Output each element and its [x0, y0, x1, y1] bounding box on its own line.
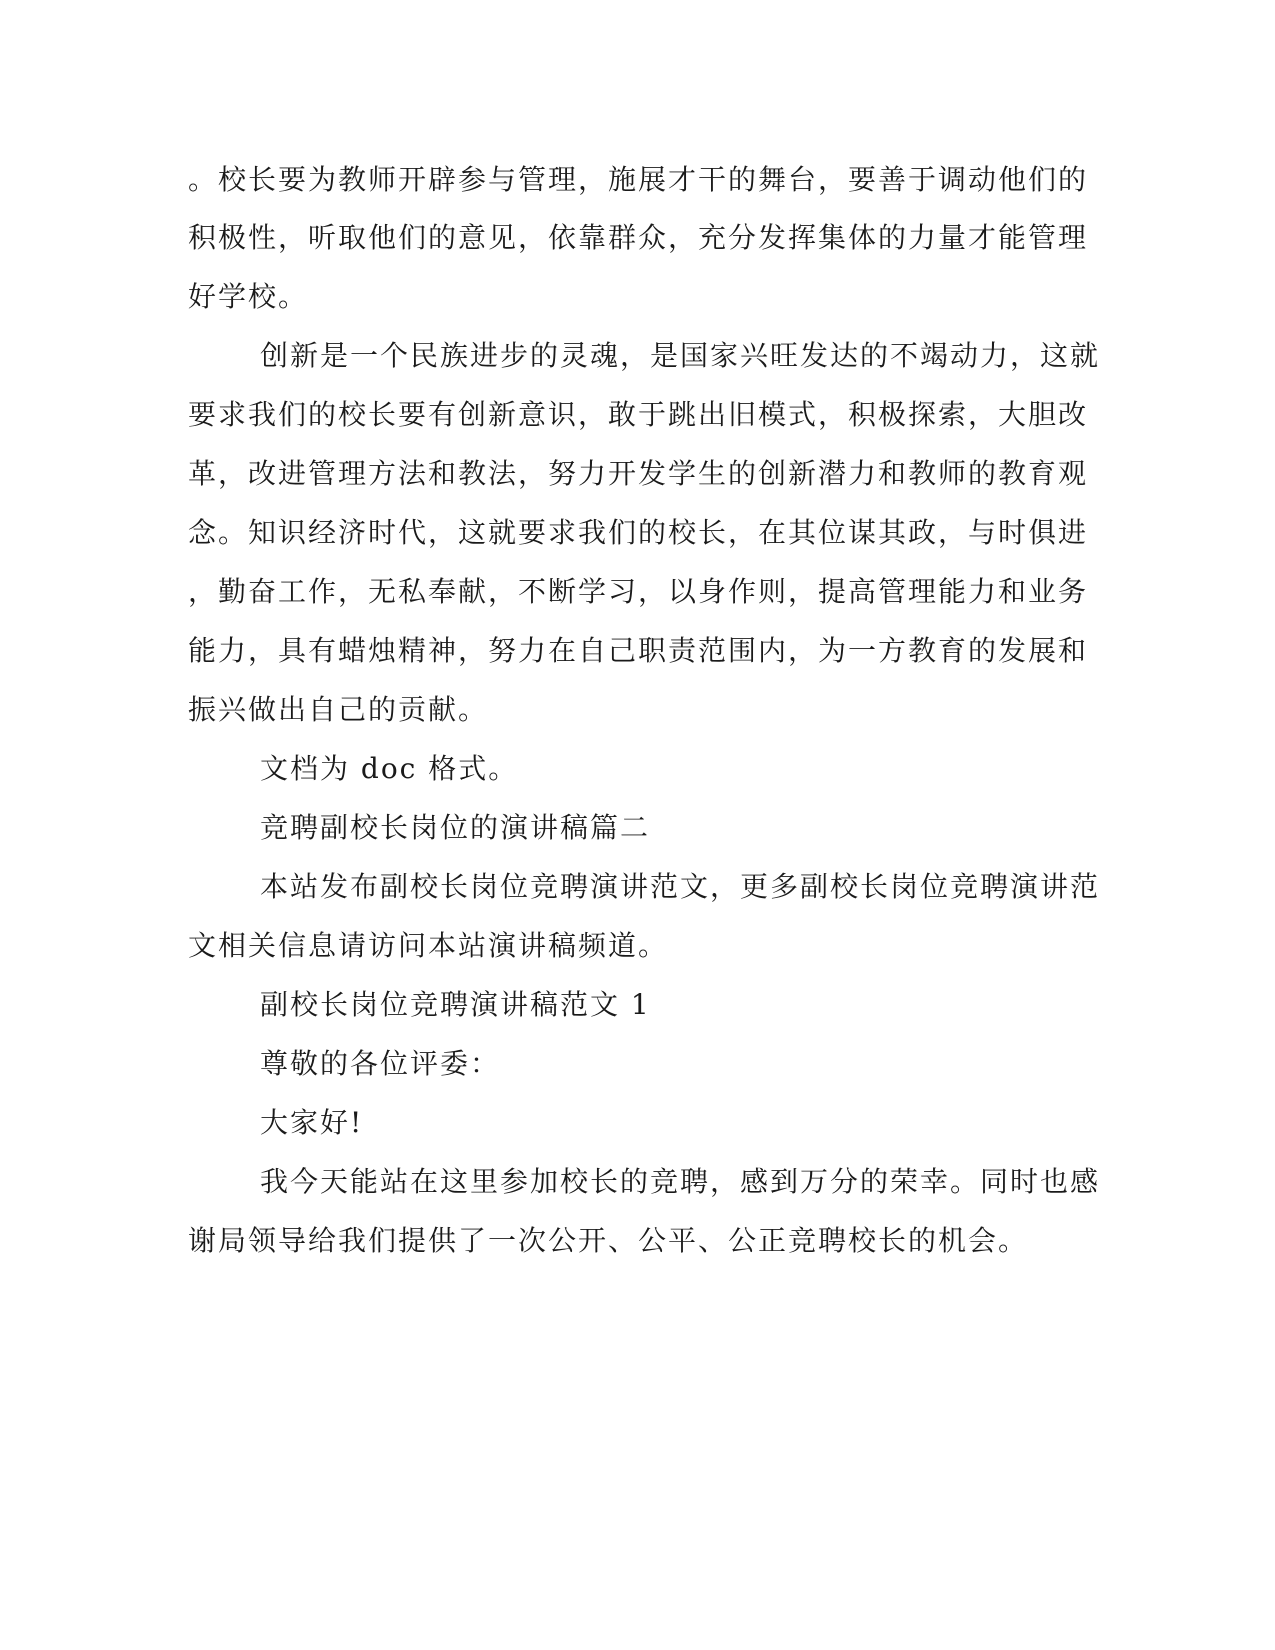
paragraph-line: 能力，具有蜡烛精神，努力在自己职责范围内，为一方教育的发展和 — [188, 634, 1089, 667]
paragraph-line: 文相关信息请访问本站演讲稿频道。 — [188, 929, 669, 962]
paragraph-line: 要求我们的校长要有创新意识，敢于跳出旧模式，积极探索，大胆改 — [188, 398, 1089, 431]
format-note: 文档为 doc 格式。 — [260, 752, 519, 785]
paragraph-line: 积极性，听取他们的意见，依靠群众，充分发挥集体的力量才能管理 — [188, 221, 1089, 254]
paragraph-line: 念。知识经济时代，这就要求我们的校长，在其位谋其政，与时俱进 — [188, 516, 1089, 549]
paragraph-line: 。校长要为教师开辟参与管理，施展才干的舞台，要善于调动他们的 — [188, 163, 1089, 196]
paragraph-line: 谢局领导给我们提供了一次公开、公平、公正竞聘校长的机会。 — [188, 1224, 1029, 1257]
paragraph-line: 好学校。 — [188, 280, 309, 313]
salutation: 尊敬的各位评委： — [260, 1047, 501, 1080]
paragraph-line: 革，改进管理方法和教法，努力开发学生的创新潜力和教师的教育观 — [188, 457, 1089, 490]
paragraph-line: 本站发布副校长岗位竞聘演讲范文，更多副校长岗位竞聘演讲范 — [260, 870, 1101, 903]
paragraph-line: ，勤奋工作，无私奉献，不断学习，以身作则，提高管理能力和业务 — [188, 575, 1089, 608]
speech-title: 副校长岗位竞聘演讲稿范文 1 — [260, 988, 651, 1021]
paragraph-line: 振兴做出自己的贡献。 — [188, 693, 489, 726]
paragraph-line: 创新是一个民族进步的灵魂，是国家兴旺发达的不竭动力，这就 — [260, 339, 1101, 372]
greeting: 大家好! — [260, 1106, 364, 1139]
section-heading: 竞聘副校长岗位的演讲稿篇二 — [260, 811, 651, 844]
paragraph-line: 我今天能站在这里参加校长的竞聘，感到万分的荣幸。同时也感 — [260, 1165, 1101, 1198]
